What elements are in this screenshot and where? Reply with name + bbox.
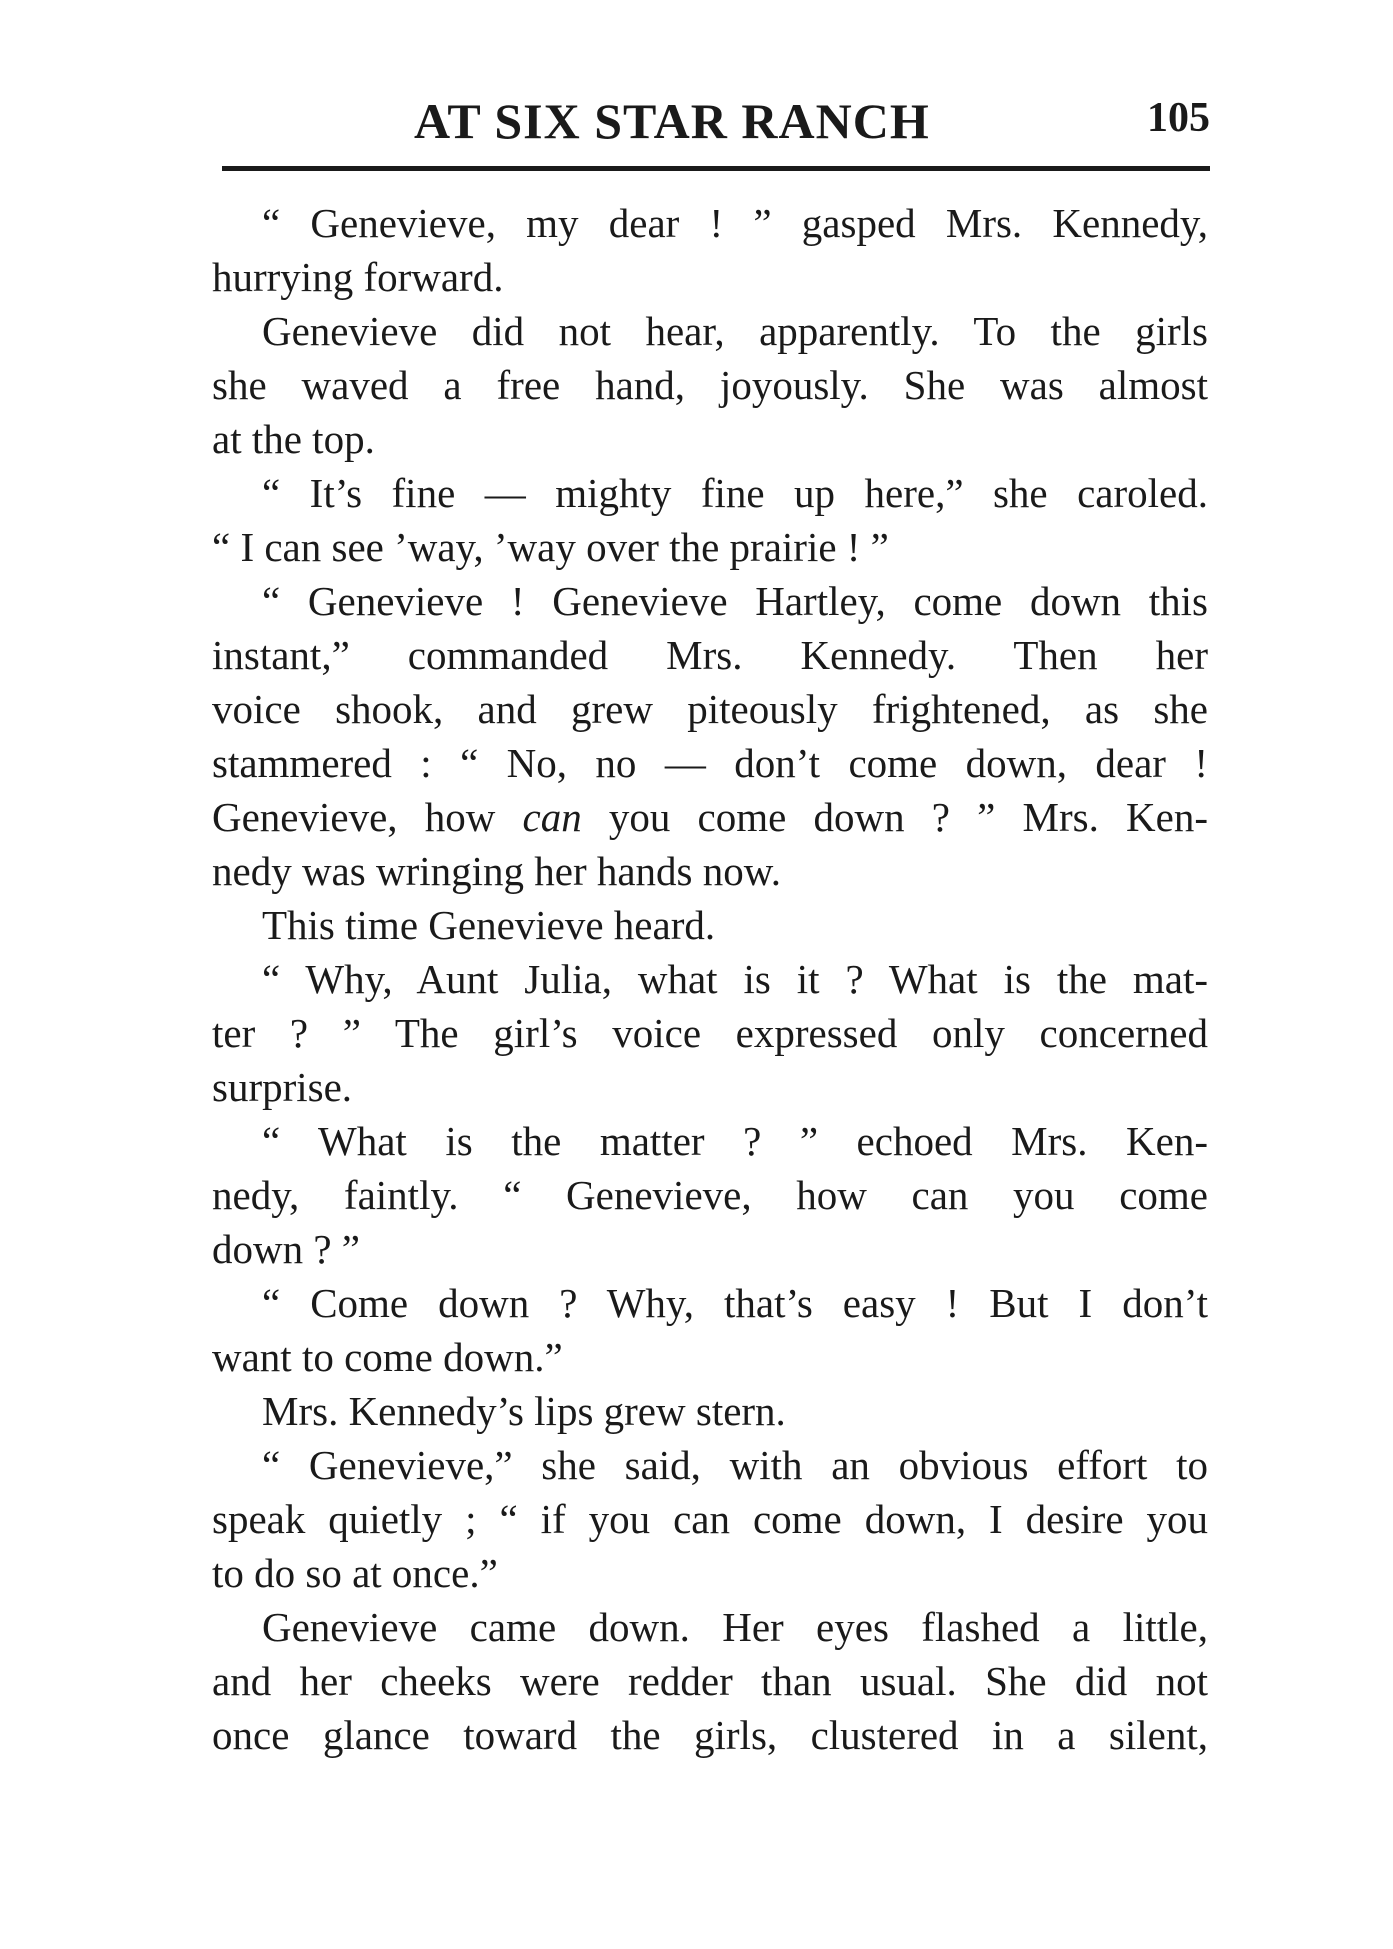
text-line: want to come down.”	[212, 1334, 563, 1380]
text-line: “ Come down ? Why, that’s easy ! But I don’t	[262, 1280, 1208, 1326]
text-line: “ Genevieve,” she said, with an obvious effort to	[262, 1442, 1208, 1488]
text-line: Genevieve, how can you come down ? ” Mrs. Ken-	[212, 794, 1208, 840]
text-line: and her cheeks were redder than usual. She did not	[212, 1658, 1208, 1704]
page-number: 105	[1147, 95, 1210, 141]
text-line: down ? ”	[212, 1226, 361, 1272]
text-line: Genevieve did not hear, apparently. To the girls	[262, 308, 1208, 354]
running-title: AT SIX STAR RANCH	[414, 93, 930, 149]
text-line: speak quietly ; “ if you can come down, I desire you	[212, 1496, 1208, 1542]
text-line: nedy, faintly. “ Genevieve, how can you come	[212, 1172, 1208, 1218]
text-line: to do so at once.”	[212, 1550, 498, 1596]
text-line: “ Genevieve, my dear ! ” gasped Mrs. Kennedy,	[262, 200, 1208, 246]
text-line: ter ? ” The girl’s voice expressed only concerned	[212, 1010, 1208, 1056]
text-line: “ Genevieve ! Genevieve Hartley, come down this	[262, 578, 1208, 624]
text-line: “ I can see ’way, ’way over the prairie ! ”	[212, 524, 889, 570]
text-line: surprise.	[212, 1064, 353, 1110]
header-rule	[222, 166, 1210, 171]
text-line: “ It’s fine — mighty fine up here,” she caroled.	[262, 470, 1208, 516]
text-line: voice shook, and grew piteously frightened, as she	[212, 686, 1208, 732]
text-line: Genevieve came down. Her eyes flashed a little,	[262, 1604, 1208, 1650]
text-line: This time Genevieve heard.	[262, 902, 716, 948]
italic-emphasis: can	[522, 794, 582, 840]
text-line: Mrs. Kennedy’s lips grew stern.	[262, 1388, 786, 1434]
text-line: hurrying forward.	[212, 254, 504, 300]
running-head	[222, 92, 1210, 152]
text-line: “ Why, Aunt Julia, what is it ? What is the mat-	[262, 956, 1208, 1002]
text-line: nedy was wringing her hands now.	[212, 848, 781, 894]
text-line: once glance toward the girls, clustered in a silent,	[212, 1712, 1208, 1758]
text-line: “ What is the matter ? ” echoed Mrs. Ken-	[262, 1118, 1208, 1164]
text-line: instant,” commanded Mrs. Kennedy. Then her	[212, 632, 1208, 678]
text-line: stammered : “ No, no — don’t come down, dear !	[212, 740, 1208, 786]
body-text	[212, 196, 1208, 1762]
text-line: she waved a free hand, joyously. She was almost	[212, 362, 1208, 408]
text-line: at the top.	[212, 416, 375, 462]
